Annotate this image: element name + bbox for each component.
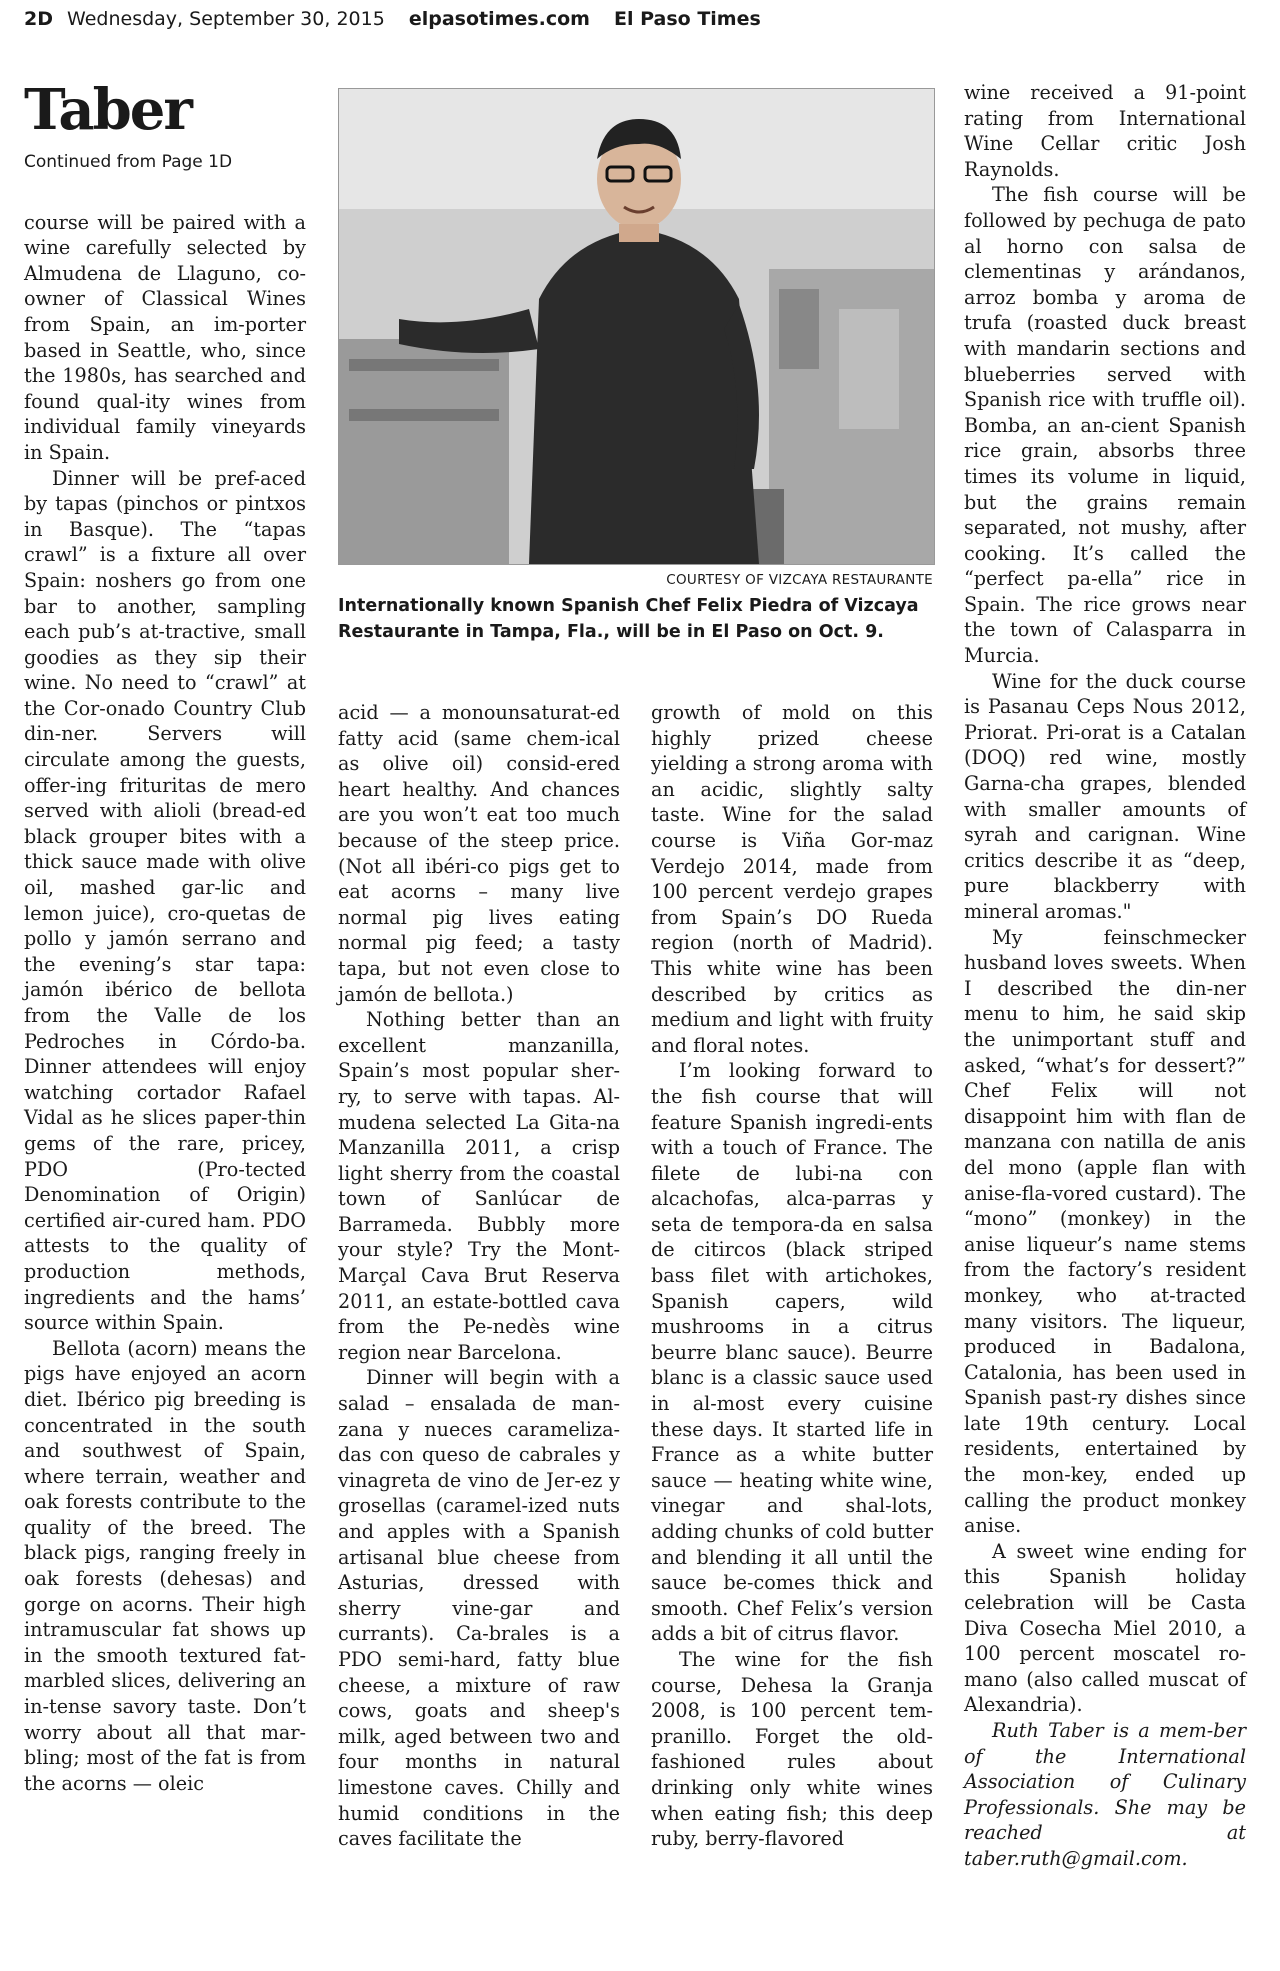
paragraph: course will be paired with a wine carefully selected by Almudena de Llaguno, co-owner of Classical Wines from Spain, an im-porter based in Seattle, who, since the 1980s, has searched and found qual-ity wines from individual family vineyards in Spain. bbox=[24, 210, 306, 464]
paragraph: Nothing better than an excellent manzanilla, Spain’s most popular sher-ry, to serve with tapas. Al-mudena selected La Gita-na Manzanilla 2011, a crisp light sherry from the coastal town of Sanlúcar de Barrameda. Bubbly more your style? Try the Mont-Marçal Cava Brut Reserva 2011, an estate-bottled cava from the Pe-nedès wine region near Barcelona. bbox=[338, 1008, 620, 1364]
article-column-2 bbox=[338, 700, 620, 1852]
issue-date: Wednesday, September 30, 2015 bbox=[67, 8, 385, 30]
photo-credit: COURTESY OF VIZCAYA RESTAURANTE bbox=[666, 572, 933, 588]
paragraph: A sweet wine ending for this Spanish holiday celebration will be Casta Diva Cosecha Miel 2010, a 100 percent moscatel ro-mano (also called muscat of Alexandria). bbox=[964, 1539, 1246, 1717]
paragraph: acid — a monounsaturat-ed fatty acid (same chem-ical as olive oil) consid-ered heart healthy. And chances are you won’t eat too much because of the steep price. (Not all ibéri-co pigs get to eat acorns – many live normal pig lives eating normal pig feed; a tasty tapa, but not even close to jamón de bellota.) bbox=[338, 701, 620, 1006]
paragraph: Wine for the duck course is Pasanau Ceps Nous 2012, Priorat. Pri-orat is a Catalan (DOQ) red wine, mostly Garna-cha grapes, blended with smaller amounts of syrah and carignan. Wine critics describe it as “deep, pure blackberry with mineral aromas." bbox=[964, 669, 1246, 923]
site-link[interactable]: elpasotimes.com bbox=[408, 8, 590, 30]
paragraph: wine received a 91-point rating from International Wine Cellar critic Josh Raynolds. bbox=[964, 81, 1246, 181]
photo-caption: Internationally known Spanish Chef Felix Piedra of Vizcaya Restaurante in Tampa, Fla., will be in El Paso on Oct. 9. bbox=[338, 596, 919, 642]
page-number: 2D bbox=[24, 8, 53, 30]
paragraph: Dinner will be pref-aced by tapas (pinchos or pintxos in Basque). The “tapas crawl” is a fixture all over Spain: noshers go from one bar to another, sampling each pub’s at-tractive, small goodies as they sip their wine. No need to “crawl” at the Cor-onado Country Club din-ner. Servers will circulate among the guests, offer-ing frituritas de mero served with alioli (bread-ed black grouper bites with a thick sauce made with olive oil, mashed gar-lic and lemon juice), cro-quetas de pollo y jamón serrano and the evening’s star tapa: jamón ibérico de bellota from the Valle de los Pedroches in Córdo-ba. Dinner attendees will enjoy watching cortador Rafael Vidal as he slices paper-thin gems of the rare, pricey, PDO (Pro-tected Denomination of Origin) certified air-cured ham. PDO attests to the quality of production methods, ingredients and the hams’ source within Spain. bbox=[24, 466, 306, 1335]
paragraph: I’m looking forward to the fish course that will feature Spanish ingredi-ents with a touch of France. The filete de lubi-na con alcachofas, alca-parras y seta de tempora-da en salsa de citircos (black striped bass filet with artichokes, Spanish capers, wild mushrooms in a citrus beurre blanc sauce). Beurre blanc is a classic sauce used in al-most every cuisine these days. It started life in France as a white butter sauce — heating white wine, vinegar and shal-lots, adding chunks of cold butter and blending it all until the sauce be-comes thick and smooth. Chef Felix’s version adds a bit of citrus flavor. bbox=[651, 1059, 933, 1646]
paragraph: Bellota (acorn) means the pigs have enjoyed an acorn diet. Ibérico pig breeding is concentrated in the south and southwest of Spain, where terrain, weather and oak forests contribute to the quality of the breed. The black pigs, ranging freely in oak forests (dehesas) and gorge on acorns. Their high intramuscular fat shows up in the smooth textured fat-marbled slices, delivering an in-tense savory taste. Don’t worry about all that mar-bling; most of the fat is from the acorns — oleic bbox=[24, 1336, 306, 1795]
chef-photo-illustration bbox=[339, 89, 934, 564]
continued-from: Continued from Page 1D bbox=[24, 152, 233, 172]
author-bio: Ruth Taber is a mem-ber of the International Association of Culinary Professionals. She may be reached at taber.ruth@gmail.com. bbox=[964, 1719, 1246, 1870]
paragraph: The wine for the fish course, Dehesa la Granja 2008, is 100 percent tem-pranillo. Forget the old-fashioned rules about drinking only white wines when eating fish; this deep ruby, berry-flavored bbox=[651, 1647, 933, 1851]
paragraph: My feinschmecker husband loves sweets. When I described the din-ner menu to him, he said skip the unimportant stuff and asked, “what’s for dessert?” Chef Felix will not disappoint him with flan de manzana con natilla de anis del mono (apple flan with anise-fla-vored custard). The “mono” (monkey) in the anise liqueur’s name stems from the factory’s resident monkey, who at-tracted many visitors. The liqueur, produced in Badalona, Catalonia, has been used in Spanish past-ry dishes since late 19th century. Local residents, entertained by the mon-key, ended up calling the product monkey anise. bbox=[964, 925, 1246, 1538]
paragraph: The fish course will be followed by pechuga de pato al horno con salsa de clementinas y arándanos, arroz bomba y aroma de trufa (roasted duck breast with mandarin sections and blueberries served with Spanish rice with truffle oil). Bomba, an an-cient Spanish rice grain, absorbs three times its volume in liquid, but the grains remain separated, not mushy, after cooking. It’s called the “perfect pa-ella” rice in Spain. The rice grows near the town of Calasparra in Murcia. bbox=[964, 183, 1246, 668]
article-column-1 bbox=[24, 77, 306, 1796]
headline: Taber bbox=[24, 77, 191, 143]
article-column-3 bbox=[651, 700, 933, 1852]
paragraph: growth of mold on this highly prized cheese yielding a strong aroma with an acidic, slightly salty taste. Wine for the salad course is Viña Gor-maz Verdejo 2014, made from 100 percent verdejo grapes from Spain’s DO Rueda region (north of Madrid). This white wine has been described by critics as medium and light with fruity and floral notes. bbox=[651, 701, 933, 1057]
article-column-4 bbox=[964, 80, 1246, 1872]
page-header bbox=[24, 8, 779, 38]
paper-name: El Paso Times bbox=[614, 8, 761, 30]
chef-photo bbox=[338, 88, 935, 565]
paragraph: Dinner will begin with a salad – ensalada de man-zana y nueces carameliza-das con queso de cabrales y vinagreta de vino de Jer-ez y grosellas (caramel-ized nuts and apples with a Spanish artisanal blue cheese from Asturias, dressed with sherry vine-gar and currants). Ca-brales is a PDO semi-hard, fatty blue cheese, a mixture of raw cows, goats and sheep's milk, aged between two and four months in natural limestone caves. Chilly and humid conditions in the caves facilitate the bbox=[338, 1366, 620, 1851]
